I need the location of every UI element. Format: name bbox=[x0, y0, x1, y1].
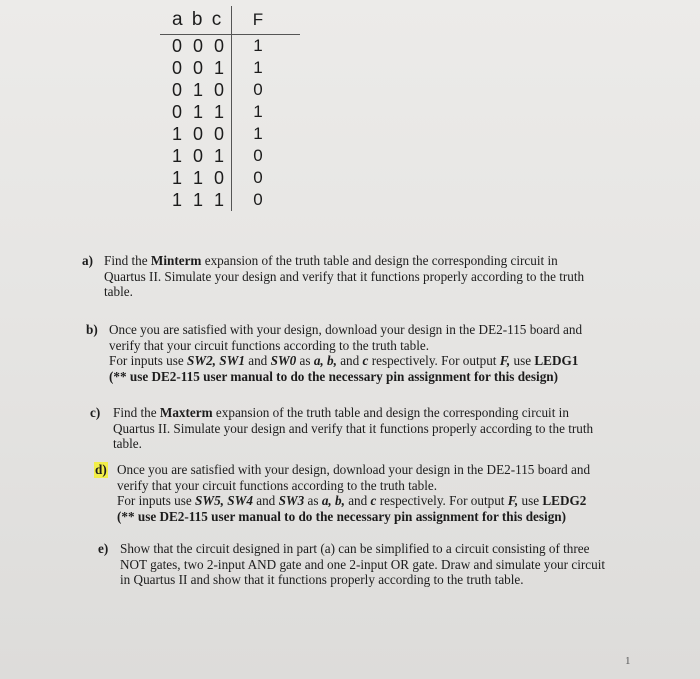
truth-table-header bbox=[160, 6, 300, 35]
truth-table-row bbox=[160, 79, 300, 101]
inputs-cell: 1 1 1 bbox=[160, 189, 232, 211]
question-b-line-1: Once you are satisfied with your design, download your design in the DE2-115 board and bbox=[109, 322, 583, 337]
inputs-header: a b c bbox=[160, 6, 232, 34]
inputs-cell: 1 1 0 bbox=[160, 167, 232, 189]
inputs-cell: 1 0 1 bbox=[160, 145, 232, 167]
question-a-line-1: Find the Minterm expansion of the truth table and design the corresponding circuit in bbox=[104, 253, 558, 268]
maxterm-term: Maxterm bbox=[159, 405, 213, 420]
truth-table bbox=[160, 6, 300, 211]
question-e-line-3: in Quartus II and show that it functions properly according to the truth table. bbox=[120, 572, 524, 587]
question-c-line-2: Quartus II. Simulate your design and verify that it functions properly according to the truth bbox=[113, 420, 594, 436]
output-cell: 1 bbox=[253, 58, 263, 77]
ledg2-term: LEDG2 bbox=[542, 493, 587, 508]
question-c-line-1: Find the Maxterm expansion of the truth table and design the corresponding circuit in bbox=[113, 405, 569, 420]
truth-table-row bbox=[160, 123, 300, 145]
output-cell: 0 bbox=[253, 80, 263, 99]
inputs-cell: 0 0 1 bbox=[160, 57, 232, 79]
output-header: F bbox=[252, 10, 264, 29]
question-d-label: d) bbox=[95, 462, 107, 477]
question-d-line-3: For inputs use SW5, SW4 and SW3 as a, b, and c respectively. For output F, use LEDG2 bbox=[117, 493, 587, 508]
truth-table-row bbox=[160, 35, 300, 57]
inputs-cell: 0 0 0 bbox=[160, 35, 232, 57]
question-b-line-4: (** use DE2-115 user manual to do the necessary pin assignment for this design) bbox=[109, 368, 559, 384]
question-d-line-4: (** use DE2-115 user manual to do the necessary pin assignment for this design) bbox=[117, 508, 567, 524]
truth-table-body bbox=[160, 35, 300, 211]
question-a-line-2: Quartus II. Simulate your design and verify that it functions properly according to the truth bbox=[104, 268, 585, 284]
question-b-label: b) bbox=[86, 322, 98, 337]
question-e-line-1: Show that the circuit designed in part (a) can be simplified to a circuit consisting of three bbox=[120, 541, 590, 556]
truth-table-row bbox=[160, 189, 300, 211]
question-b-line-3: For inputs use SW2, SW1 and SW0 as a, b, and c respectively. For output F, use LEDG1 bbox=[109, 353, 579, 368]
output-cell: 1 bbox=[253, 124, 263, 143]
output-cell: 0 bbox=[253, 190, 263, 209]
truth-table-row bbox=[160, 101, 300, 123]
question-e-line-2: NOT gates, two 2-input AND gate and one 2-input OR gate. Draw and simulate your circuit bbox=[120, 556, 606, 572]
output-cell: 0 bbox=[253, 146, 263, 165]
page-number: 1 bbox=[625, 655, 631, 667]
question-b-line-2: verify that your circuit functions according to the truth table. bbox=[109, 337, 430, 353]
output-cell: 0 bbox=[253, 168, 263, 187]
question-c-label: c) bbox=[90, 405, 101, 420]
question-c-line-3: table. bbox=[113, 436, 142, 451]
question-e-label: e) bbox=[98, 541, 109, 556]
minterm-term: Minterm bbox=[150, 253, 202, 268]
question-d-line-2: verify that your circuit functions according to the truth table. bbox=[117, 477, 438, 493]
truth-table-row bbox=[160, 167, 300, 189]
truth-table-row bbox=[160, 57, 300, 79]
truth-table-row bbox=[160, 145, 300, 167]
output-cell: 1 bbox=[253, 36, 263, 55]
output-cell: 1 bbox=[253, 102, 263, 121]
inputs-cell: 0 1 1 bbox=[160, 101, 232, 123]
inputs-cell: 1 0 0 bbox=[160, 123, 232, 145]
question-a-line-3: table. bbox=[104, 284, 133, 299]
question-d-line-1: Once you are satisfied with your design, download your design in the DE2-115 board and bbox=[117, 462, 591, 477]
question-a-label: a) bbox=[82, 253, 93, 268]
inputs-cell: 0 1 0 bbox=[160, 79, 232, 101]
ledg1-term: LEDG1 bbox=[534, 353, 579, 368]
